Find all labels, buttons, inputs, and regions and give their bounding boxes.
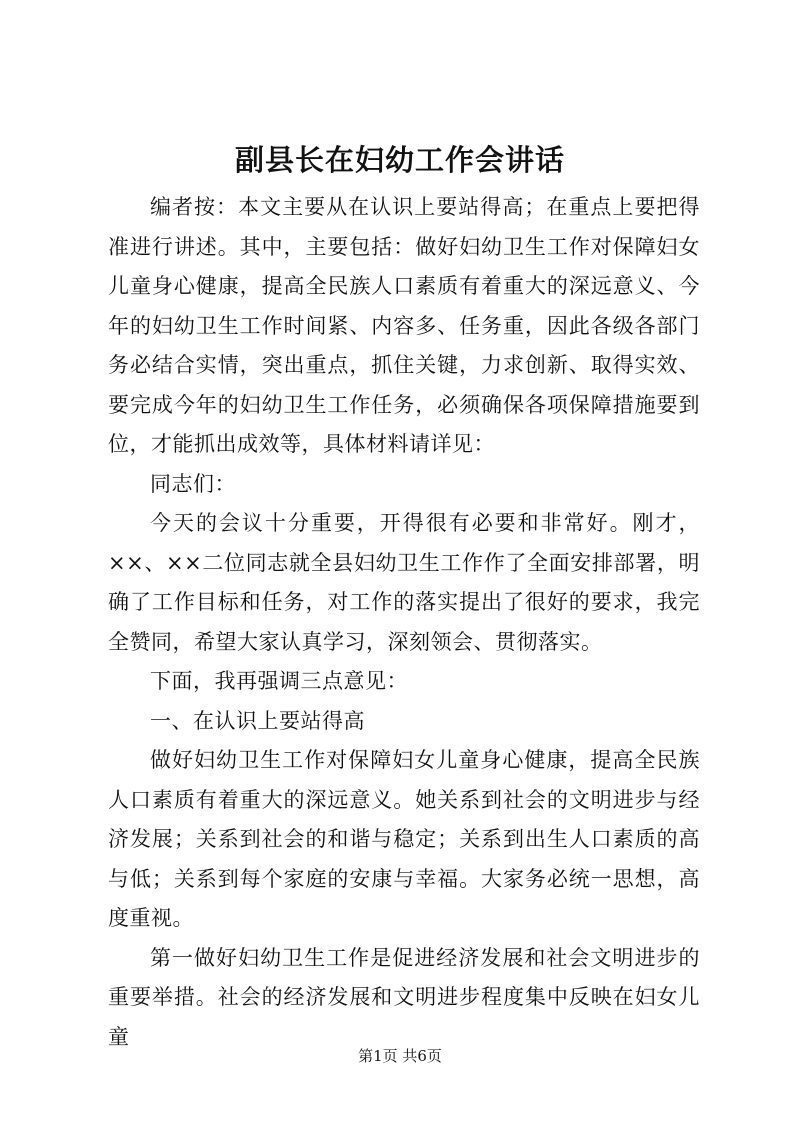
significance-paragraph: 做好妇幼卫生工作对保障妇女儿童身心健康，提高全民族人口素质有着重大的深远意义。她关系到社会的文明进步与经济发展；关系到社会的和谐与稳定；关系到出生人口素质的高与低；关系到每个家庭的安康与幸福。大家务必统一思想，高度重视。 bbox=[108, 748, 700, 930]
page-number-footer: 第1页 共6页 bbox=[358, 1047, 442, 1065]
document-body bbox=[108, 188, 700, 1057]
section-heading-one: 一、在认识上要站得高 bbox=[150, 708, 365, 733]
points-intro-paragraph: 下面，我再强调三点意见： bbox=[150, 669, 408, 693]
first-point-paragraph: 第一做好妇幼卫生工作是促进经济发展和社会文明进步的重要举措。社会的经济发展和文明进步程度集中反映在妇女儿童 bbox=[108, 945, 700, 1049]
salutation-paragraph: 同志们： bbox=[150, 471, 236, 496]
meeting-opening-paragraph: 今天的会议十分重要，开得很有必要和非常好。刚才，××、××二位同志就全县妇幼卫生工作作了全面安排部署，明确了工作目标和任务，对工作的落实提出了很好的要求，我完全赞同，希望大家认真学习，深刻领会、贯彻落实。 bbox=[108, 511, 700, 654]
editor-note-paragraph: 编者按：本文主要从在认识上要站得高；在重点上要把得准进行讲述。其中，主要包括：做好妇幼卫生工作对保障妇女儿童身心健康，提高全民族人口素质有着重大的深远意义、今年的妇幼卫生工作时间紧、内容多、任务重，因此各级各部门务必结合实情，突出重点，抓住关键，力求创新、取得实效、要完成今年的妇幼卫生工作任务，必须确保各项保障措施要到位，才能抓出成效等，具体材料请详见： bbox=[108, 195, 700, 456]
document-title: 副县长在妇幼工作会讲话 bbox=[234, 143, 565, 177]
